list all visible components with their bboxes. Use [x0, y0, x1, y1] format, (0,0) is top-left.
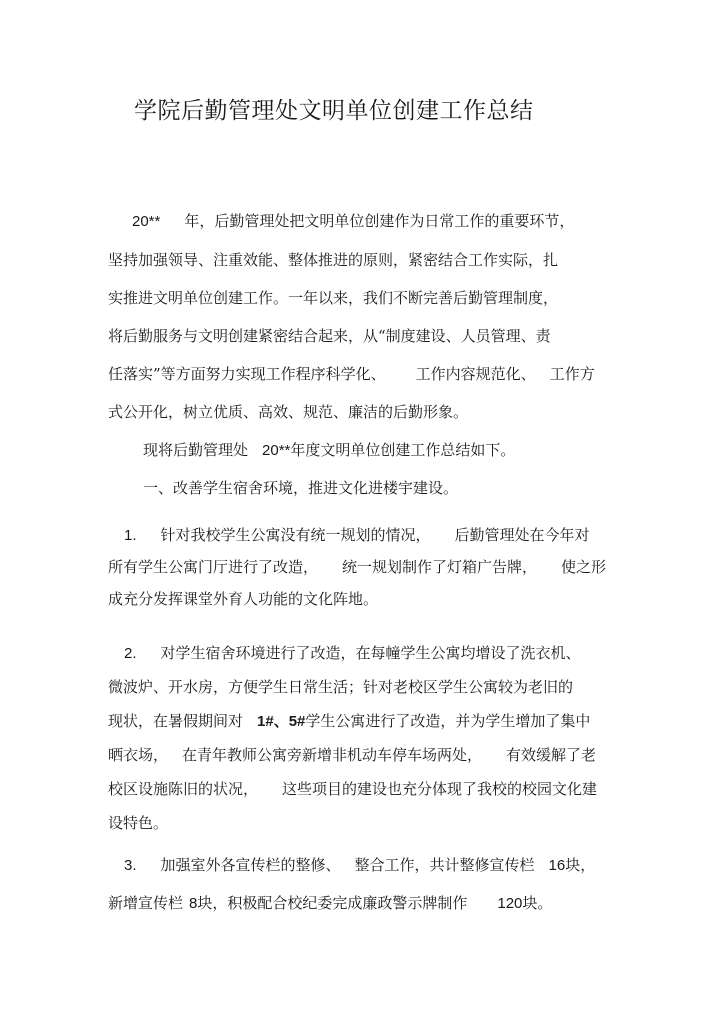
item-2-building-numbers: 1#、5# [257, 713, 306, 730]
item-3-line-2-a: 新增宣传栏 [108, 894, 184, 912]
item-1-line-2-b: 统一规划制作了灯箱广告牌， [342, 558, 538, 576]
year-text: 20** [132, 213, 161, 230]
item-3-number: 3. [124, 857, 137, 874]
item-3-line-2-c: 块，积极配合校纪委完成廉政警示牌制作 [197, 894, 468, 912]
item-1-line-1-b: 后勤管理处在今年对 [454, 526, 590, 544]
item-2-line-3-c: 学生公寓进行了改造，并为学生增加了集中 [305, 712, 591, 730]
intro-line-1-text: 年，后勤管理处把文明单位创建作为日常工作的重要环节， [184, 212, 575, 230]
item-2-line-5 [108, 779, 597, 799]
intro-line-1 [132, 211, 574, 232]
item-1-line-1 [124, 525, 590, 546]
item-2-line-3-a: 现状，在暑假期间对 [108, 712, 244, 730]
item-2-line-1 [124, 643, 581, 664]
item-2-line-5-a: 校区设施陈旧的状况， [108, 780, 259, 798]
item-1-line-2-a: 所有学生公寓门厅进行了改造， [108, 558, 319, 576]
intro-line-5-c: 工作方 [549, 365, 595, 383]
item-2-line-4 [108, 745, 596, 765]
item-2-line-4-b: 在青年教师公寓旁新增非机动车停车场两处， [182, 746, 483, 764]
intro-line-5 [108, 364, 595, 384]
summary-line [143, 440, 515, 461]
item-2-line-4-a: 晒衣场， [108, 746, 169, 764]
item-2-line-5-b: 这些项目的建设也充分体现了我校的校园文化建 [282, 780, 598, 798]
item-3-line-2-e: 块。 [522, 894, 553, 912]
item-1-line-3: 成充分发挥课堂外育人功能的文化阵地。 [108, 590, 379, 608]
item-1-line-1-a: 针对我校学生公寓没有统一规划的情况， [160, 526, 431, 544]
summary-year: 20** [262, 442, 291, 459]
item-1-line-2 [108, 557, 606, 577]
item-2-line-1-text: 对学生宿舍环境进行了改造，在每幢学生公寓均增设了洗衣机、 [160, 644, 581, 662]
section-1-heading: 一、改善学生宿舍环境，推进文化进楼宇建设。 [143, 479, 459, 497]
item-3-count-repaired: 16 [548, 857, 566, 874]
intro-line-2: 坚持加强领导、注重效能、整体推进的原则，紧密结合工作实际，扎 [108, 251, 559, 269]
item-3-line-2 [108, 893, 552, 914]
summary-a: 现将后勤管理处 [143, 441, 249, 459]
item-2-line-3 [108, 711, 590, 732]
intro-line-3: 实推进文明单位创建工作。一年以来，我们不断完善后勤管理制度， [108, 289, 559, 307]
intro-line-6: 式公开化，树立优质、高效、规范、廉洁的后勤形象。 [108, 403, 469, 421]
item-3-line-1 [124, 855, 595, 876]
summary-c: 年度文明单位创建工作总结如下。 [290, 441, 516, 459]
item-3-line-1-b: 整合工作，共计整修宣传栏 [354, 856, 535, 874]
document-title: 学院后勤管理处文明单位创建工作总结 [134, 98, 534, 124]
item-3-count-new: 8 [189, 895, 198, 912]
item-1-number: 1. [124, 527, 137, 544]
item-3-line-1-a: 加强室外各宣传栏的整修、 [160, 856, 341, 874]
item-2-line-2: 微波炉、开水房，方便学生日常生活；针对老校区学生公寓较为老旧的 [108, 678, 574, 696]
intro-line-5-a: 任落实”等方面努力实现工作程序科学化、 [108, 365, 386, 383]
item-3-line-1-d: 块， [565, 856, 596, 874]
item-2-line-6: 设特色。 [108, 814, 169, 832]
item-3-count-signs: 120 [497, 895, 523, 912]
item-2-line-4-c: 有效缓解了老 [506, 746, 597, 764]
intro-line-5-b: 工作内容规范化、 [415, 365, 536, 383]
item-1-line-2-c: 使之形 [561, 558, 607, 576]
intro-line-4: 将后勤服务与文明创建紧密结合起来，从“制度建设、人员管理、责 [108, 327, 551, 345]
item-2-number: 2. [124, 645, 137, 662]
